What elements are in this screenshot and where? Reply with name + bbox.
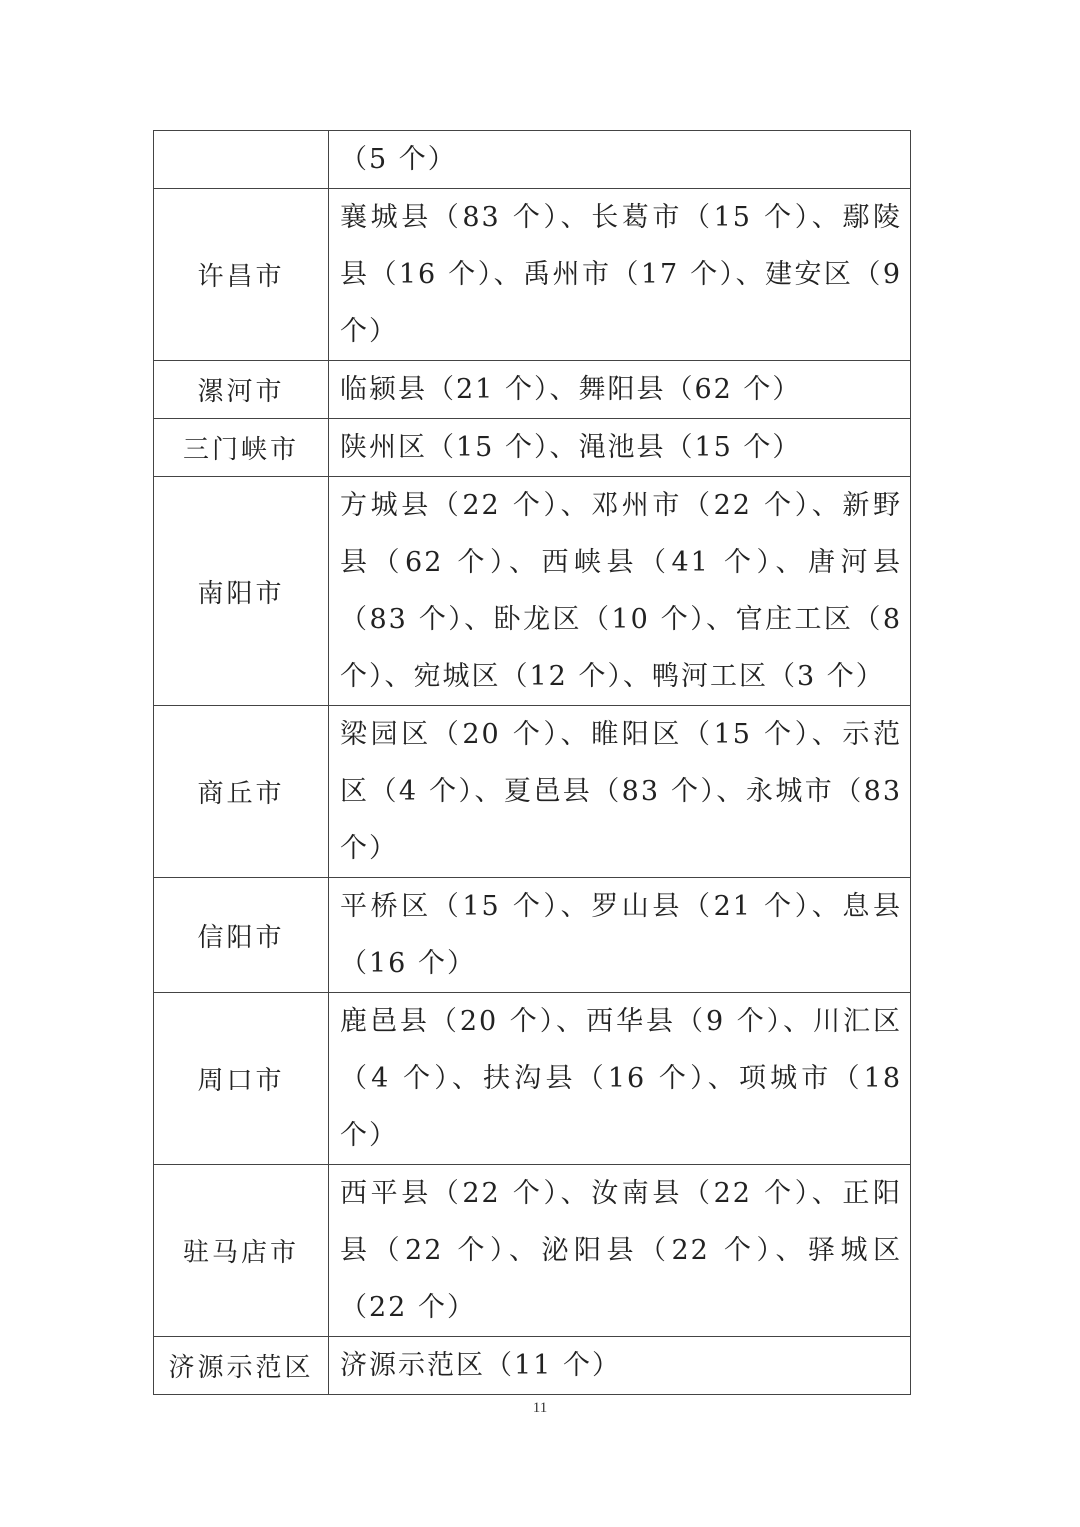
city-cell (154, 131, 329, 189)
city-cell: 济源示范区 (154, 1337, 329, 1395)
county-list-cell: 梁园区（20 个）、睢阳区（15 个）、示范区（4 个）、夏邑县（83 个）、永城市（83 个） (329, 706, 911, 878)
table-row (154, 1337, 911, 1395)
county-list-cell: 平桥区（15 个）、罗山县（21 个）、息县（16 个） (329, 878, 911, 993)
county-list-cell: 临颍县（21 个）、舞阳县（62 个） (329, 361, 911, 419)
table-row (154, 131, 911, 189)
table-row (154, 706, 911, 878)
county-list-cell: 鹿邑县（20 个）、西华县（9 个）、川汇区（4 个）、扶沟县（16 个）、项城市（18 个） (329, 993, 911, 1165)
table-row (154, 361, 911, 419)
table-row (154, 419, 911, 477)
table-row (154, 993, 911, 1165)
city-cell: 信阳市 (154, 878, 329, 993)
city-cell: 南阳市 (154, 477, 329, 706)
city-cell: 三门峡市 (154, 419, 329, 477)
page-number: 11 (532, 1400, 548, 1416)
table-row (154, 477, 911, 706)
county-list-cell: 襄城县（83 个）、长葛市（15 个）、鄢陵县（16 个）、禹州市（17 个）、建安区（9 个） (329, 189, 911, 361)
city-cell: 驻马店市 (154, 1165, 329, 1337)
county-list-cell: 西平县（22 个）、汝南县（22 个）、正阳县（22 个）、泌阳县（22 个）、驿城区（22 个） (329, 1165, 911, 1337)
county-list-table (153, 130, 911, 1395)
table-row (154, 1165, 911, 1337)
table-row (154, 189, 911, 361)
city-cell: 漯河市 (154, 361, 329, 419)
county-list-cell: 方城县（22 个）、邓州市（22 个）、新野县（62 个）、西峡县（41 个）、唐河县（83 个）、卧龙区（10 个）、官庄工区（8 个）、宛城区（12 个）、鸭河工区（3 个） (329, 477, 911, 706)
city-cell: 周口市 (154, 993, 329, 1165)
city-cell: 商丘市 (154, 706, 329, 878)
county-list-cell: 济源示范区（11 个） (329, 1337, 911, 1395)
table-row (154, 878, 911, 993)
county-list-cell: 陕州区（15 个）、渑池县（15 个） (329, 419, 911, 477)
county-list-cell: （5 个） (329, 131, 911, 189)
city-cell: 许昌市 (154, 189, 329, 361)
